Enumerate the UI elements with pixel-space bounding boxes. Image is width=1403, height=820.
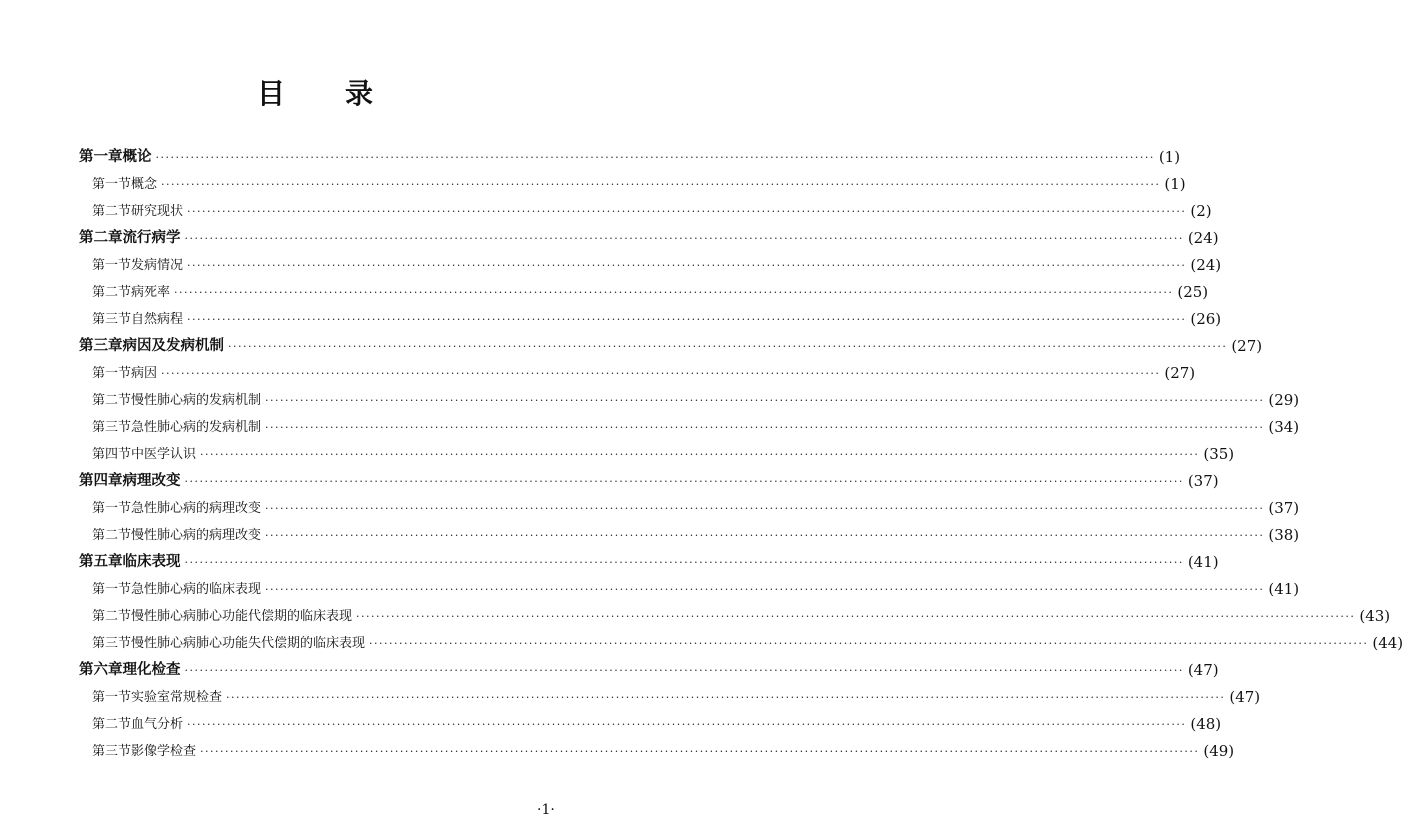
page-number: ·1· — [537, 802, 555, 818]
toc-section-row — [92, 576, 1300, 603]
chapter-number: 第五章 — [79, 554, 123, 570]
section-page-number: (43) — [1359, 607, 1391, 625]
toc-section-row — [92, 522, 1300, 549]
toc-chapter-row — [79, 549, 1219, 576]
section-page-number: (35) — [1203, 445, 1235, 463]
toc-section-row — [92, 495, 1300, 522]
section-label: 急性肺心病的发病机制 — [131, 420, 262, 435]
toc-section-row — [92, 738, 1235, 765]
dot-leader: ········································································································································································································ — [226, 691, 1226, 704]
section-label: 急性肺心病的病理改变 — [131, 501, 262, 516]
toc-title-char-2: 录 — [345, 77, 374, 110]
section-number: 第一节 — [92, 177, 132, 192]
dot-leader: ········································································································································································································ — [265, 421, 1265, 434]
section-number: 第三节 — [92, 420, 132, 435]
section-label: 急性肺心病的临床表现 — [131, 582, 262, 597]
chapter-page-number: (37) — [1187, 472, 1219, 490]
section-page-number: (24) — [1190, 256, 1222, 274]
chapter-label: 理化检查 — [122, 662, 181, 678]
dot-leader: ········································································································································································································ — [184, 475, 1184, 488]
chapter-number: 第三章 — [79, 338, 123, 354]
chapter-page-number: (41) — [1187, 553, 1219, 571]
dot-leader: ········································································································································································································ — [155, 151, 1155, 164]
section-page-number: (26) — [1190, 310, 1222, 328]
chapter-page-number: (47) — [1187, 661, 1219, 679]
section-page-number: (25) — [1177, 283, 1209, 301]
dot-leader: ········································································································································································································ — [187, 313, 1187, 326]
section-number: 第二节 — [92, 285, 132, 300]
dot-leader: ········································································································································································································ — [187, 259, 1187, 272]
dot-leader: ········································································································································································································ — [161, 178, 1161, 191]
section-label: 实验室常规检查 — [131, 690, 223, 705]
dot-leader: ········································································································································································································ — [265, 529, 1265, 542]
toc-section-row — [92, 198, 1212, 225]
toc-section-row — [92, 441, 1235, 468]
section-label: 影像学检查 — [131, 744, 197, 759]
toc-chapter-row — [79, 657, 1219, 684]
section-label: 血气分析 — [131, 717, 184, 732]
dot-leader: ········································································································································································································ — [369, 637, 1369, 650]
section-number: 第一节 — [92, 258, 132, 273]
section-number: 第二节 — [92, 528, 132, 543]
dot-leader: ········································································································································································································ — [265, 394, 1265, 407]
toc-title — [0, 72, 630, 112]
section-number: 第三节 — [92, 636, 132, 651]
section-page-number: (1) — [1164, 175, 1186, 193]
toc-section-row — [92, 630, 1403, 657]
section-label: 慢性肺心病的发病机制 — [131, 393, 262, 408]
section-number: 第三节 — [92, 744, 132, 759]
dot-leader: ········································································································································································································ — [184, 232, 1184, 245]
dot-leader: ········································································································································································································ — [187, 205, 1187, 218]
chapter-label: 病理改变 — [122, 473, 181, 489]
section-page-number: (47) — [1229, 688, 1261, 706]
section-page-number: (29) — [1268, 391, 1300, 409]
section-number: 第二节 — [92, 717, 132, 732]
section-page-number: (2) — [1190, 202, 1212, 220]
section-label: 研究现状 — [131, 204, 184, 219]
section-page-number: (27) — [1164, 364, 1196, 382]
chapter-label: 临床表现 — [122, 554, 181, 570]
section-label: 发病情况 — [131, 258, 184, 273]
dot-leader: ········································································································································································································ — [161, 367, 1161, 380]
toc-section-row — [92, 360, 1196, 387]
section-number: 第一节 — [92, 690, 132, 705]
dot-leader: ········································································································································································································ — [200, 745, 1200, 758]
chapter-page-number: (24) — [1187, 229, 1219, 247]
dot-leader: ········································································································································································································ — [184, 664, 1184, 677]
toc-section-row — [92, 252, 1222, 279]
section-page-number: (41) — [1268, 580, 1300, 598]
toc-section-row — [92, 414, 1300, 441]
section-label: 慢性肺心病肺心功能失代偿期的临床表现 — [131, 636, 366, 651]
section-number: 第二节 — [92, 204, 132, 219]
section-number: 第一节 — [92, 366, 132, 381]
chapter-label: 概论 — [122, 149, 152, 165]
section-label: 慢性肺心病的病理改变 — [131, 528, 262, 543]
toc-section-row — [92, 279, 1209, 306]
section-label: 病死率 — [131, 285, 171, 300]
section-label: 病因 — [131, 366, 158, 381]
section-page-number: (44) — [1372, 634, 1403, 652]
chapter-page-number: (1) — [1158, 148, 1181, 166]
section-number: 第四节 — [92, 447, 132, 462]
toc-chapter-row — [79, 144, 1181, 171]
section-page-number: (48) — [1190, 715, 1222, 733]
section-label: 中医学认识 — [131, 447, 197, 462]
dot-leader: ········································································································································································································ — [187, 718, 1187, 731]
dot-leader: ········································································································································································································ — [265, 583, 1265, 596]
chapter-number: 第六章 — [79, 662, 123, 678]
section-page-number: (38) — [1268, 526, 1300, 544]
section-label: 概念 — [131, 177, 158, 192]
toc-section-row — [92, 387, 1300, 414]
chapter-page-number: (27) — [1231, 337, 1263, 355]
toc-section-row — [92, 306, 1222, 333]
section-page-number: (37) — [1268, 499, 1300, 517]
toc-chapter-row — [79, 468, 1219, 495]
toc-chapter-row — [79, 225, 1219, 252]
dot-leader: ········································································································································································································ — [200, 448, 1200, 461]
toc-section-row — [92, 603, 1391, 630]
chapter-number: 第二章 — [79, 230, 123, 246]
chapter-number: 第一章 — [79, 149, 123, 165]
section-label: 自然病程 — [131, 312, 184, 327]
section-number: 第一节 — [92, 582, 132, 597]
dot-leader: ········································································································································································································ — [356, 610, 1356, 623]
dot-leader: ········································································································································································································ — [265, 502, 1265, 515]
chapter-label: 流行病学 — [122, 230, 181, 246]
toc-section-row — [92, 171, 1186, 198]
section-number: 第二节 — [92, 609, 132, 624]
dot-leader: ········································································································································································································ — [228, 340, 1228, 353]
section-page-number: (34) — [1268, 418, 1300, 436]
section-number: 第一节 — [92, 501, 132, 516]
dot-leader: ········································································································································································································ — [184, 556, 1184, 569]
section-label: 慢性肺心病肺心功能代偿期的临床表现 — [131, 609, 353, 624]
toc-section-row — [92, 711, 1222, 738]
toc-title-char-1: 目 — [256, 77, 285, 110]
toc-chapter-row — [79, 333, 1263, 360]
chapter-label: 病因及发病机制 — [122, 338, 224, 354]
section-page-number: (49) — [1203, 742, 1235, 760]
toc-section-row — [92, 684, 1261, 711]
section-number: 第二节 — [92, 393, 132, 408]
chapter-number: 第四章 — [79, 473, 123, 489]
dot-leader: ········································································································································································································ — [174, 286, 1174, 299]
section-number: 第三节 — [92, 312, 132, 327]
